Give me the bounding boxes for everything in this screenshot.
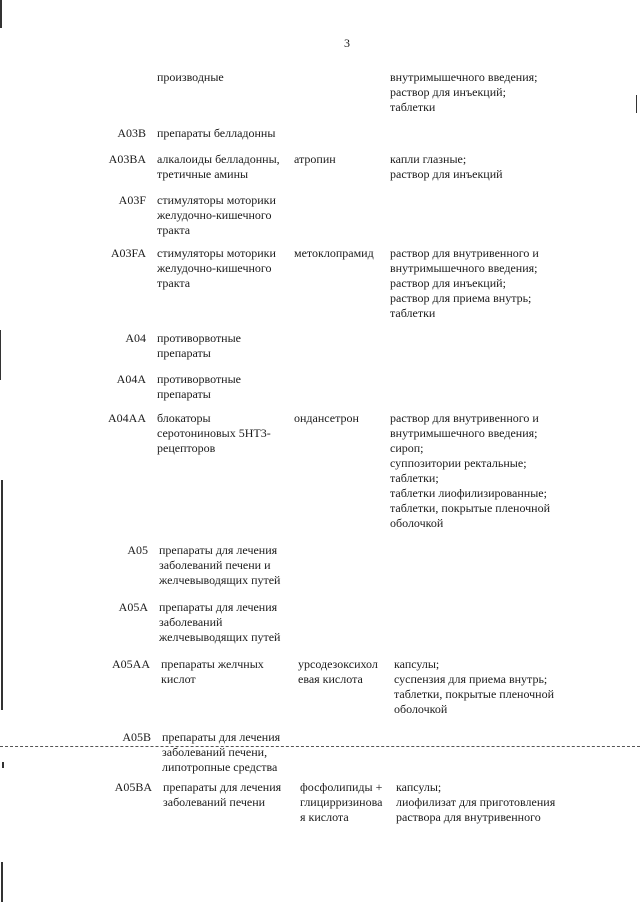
atc-code: A04AA [108,411,146,425]
drug-name-line: ондансетрон [294,411,359,425]
anatomical-group-name-line: противорвотные [157,331,241,345]
anatomical-group-name-line: заболеваний [159,615,223,629]
anatomical-group-name-line: стимуляторы моторики [157,246,276,260]
drug-name-line: глицирризинова [300,795,383,809]
dosage-forms-line: сироп; [390,441,424,455]
drug-name [294,246,374,261]
dosage-forms [390,70,537,115]
atc-code: A03B [117,126,146,140]
anatomical-group-name-line: препараты [157,346,211,360]
dosage-forms [396,780,555,825]
drug-name [300,780,382,825]
anatomical-group-name-line: желчевыводящих путей [159,630,281,644]
anatomical-group-name-line: противорвотные [157,372,241,386]
anatomical-group-name-line: стимуляторы моторики [157,193,276,207]
atc-code: A05B [122,730,151,744]
dosage-forms-line: раствор для инъекций; [390,85,506,99]
dosage-forms [390,152,503,182]
anatomical-group-name-line: тракта [157,223,191,237]
anatomical-group-name-line: желудочно-кишечного [157,261,272,275]
dosage-forms-line: таблетки лиофилизированные; [390,486,547,500]
dosage-forms-line: раствор для внутривенного и [390,246,539,260]
dosage-forms-line: таблетки, покрытые пленочной [390,501,551,515]
anatomical-group-name-line: рецепторов [157,441,216,455]
dosage-forms-line: лиофилизат для приготовления [396,795,556,809]
atc-code: A03BA [108,152,146,166]
drug-name-line: я кислота [300,810,349,824]
anatomical-group-name [157,152,280,182]
dosage-forms-line: раствора для внутривенного [396,810,541,824]
drug-name [294,411,359,426]
dosage-forms [394,657,554,717]
anatomical-group-name-line: липотропные средства [162,760,278,774]
scan-mark-left-2 [1,480,3,710]
page-number: 3 [344,36,350,50]
drug-name-line: атропин [294,152,336,166]
dosage-forms-line: внутримышечного введения; [390,261,538,275]
anatomical-group-name [159,600,280,645]
dosage-forms-line: раствор для инъекций [390,167,503,181]
dosage-forms-line: внутримышечного введения; [390,426,538,440]
drug-name [294,152,336,167]
atc-code: A04A [116,372,146,386]
dosage-forms-line: капсулы; [394,657,440,671]
dosage-forms-line: капсулы; [396,780,442,794]
drug-name-line: метоклопрамид [294,246,374,260]
drug-name-line: евая кислота [298,672,363,686]
atc-code: A03F [118,193,146,207]
anatomical-group-name-line: препараты [157,387,211,401]
anatomical-group-name-line: желудочно-кишечного [157,208,272,222]
dosage-forms-line: капли глазные; [390,152,467,166]
scan-mark-left-1 [0,330,1,380]
anatomical-group-name [157,246,276,291]
atc-code: A05BA [114,780,152,794]
scan-mark-left-3 [2,762,4,768]
dosage-forms-line: оболочкой [390,516,444,530]
dosage-forms-line: раствор для приема внутрь; [390,291,532,305]
anatomical-group-name [157,331,241,361]
anatomical-group-name-line: заболеваний печени [163,795,266,809]
anatomical-group-name [161,657,264,687]
anatomical-group-name [157,411,271,456]
anatomical-group-name [157,126,275,141]
scan-mark-left-4 [1,862,3,902]
dosage-forms-line: внутримышечного введения; [390,70,538,84]
anatomical-group-name-line: блокаторы [157,411,211,425]
anatomical-group-name-line: третичные амины [157,167,249,181]
anatomical-group-name-line: алкалоиды белладонны, [157,152,280,166]
anatomical-group-name-line: заболеваний печени и [159,558,271,572]
anatomical-group-name [157,70,224,85]
anatomical-group-name-line: препараты желчных [161,657,264,671]
anatomical-group-name-line: препараты для лечения [163,780,282,794]
dosage-forms-line: таблетки [390,306,436,320]
dosage-forms-line: таблетки; [390,471,439,485]
atc-code: A03FA [110,246,146,260]
drug-name [298,657,378,687]
dosage-forms [390,246,539,321]
anatomical-group-name-line: препараты белладонны [157,126,276,140]
anatomical-group-name-line: кислот [161,672,196,686]
scan-line [0,746,640,747]
anatomical-group-name [163,780,281,810]
anatomical-group-name-line: серотониновых 5HT3- [157,426,271,440]
anatomical-group-name-line: препараты для лечения [159,600,278,614]
atc-code: A05AA [112,657,150,671]
scan-mark-right [636,95,637,113]
dosage-forms [390,411,550,531]
scan-mark-top-left [0,0,2,28]
dosage-forms-line: таблетки [390,100,436,114]
dosage-forms-line: оболочкой [394,702,448,716]
dosage-forms-line: раствор для инъекций; [390,276,506,290]
anatomical-group-name [157,193,276,238]
anatomical-group-name-line: тракта [157,276,191,290]
dosage-forms-line: раствор для внутривенного и [390,411,539,425]
drug-name-line: фосфолипиды + [300,780,383,794]
atc-code: A05 [127,543,148,557]
anatomical-group-name [159,543,280,588]
dosage-forms-line: суппозитории ректальные; [390,456,527,470]
drug-name-line: урсодезоксихол [298,657,378,671]
anatomical-group-name-line: препараты для лечения [159,543,278,557]
anatomical-group-name-line: заболеваний печени, [162,745,268,759]
anatomical-group-name-line: желчевыводящих путей [159,573,281,587]
anatomical-group-name-line: производные [157,70,224,84]
dosage-forms-line: суспензия для приема внутрь; [394,672,548,686]
anatomical-group-name-line: препараты для лечения [162,730,281,744]
anatomical-group-name [162,730,280,775]
atc-code: A05A [118,600,148,614]
anatomical-group-name [157,372,241,402]
atc-code: A04 [125,331,146,345]
dosage-forms-line: таблетки, покрытые пленочной [394,687,555,701]
